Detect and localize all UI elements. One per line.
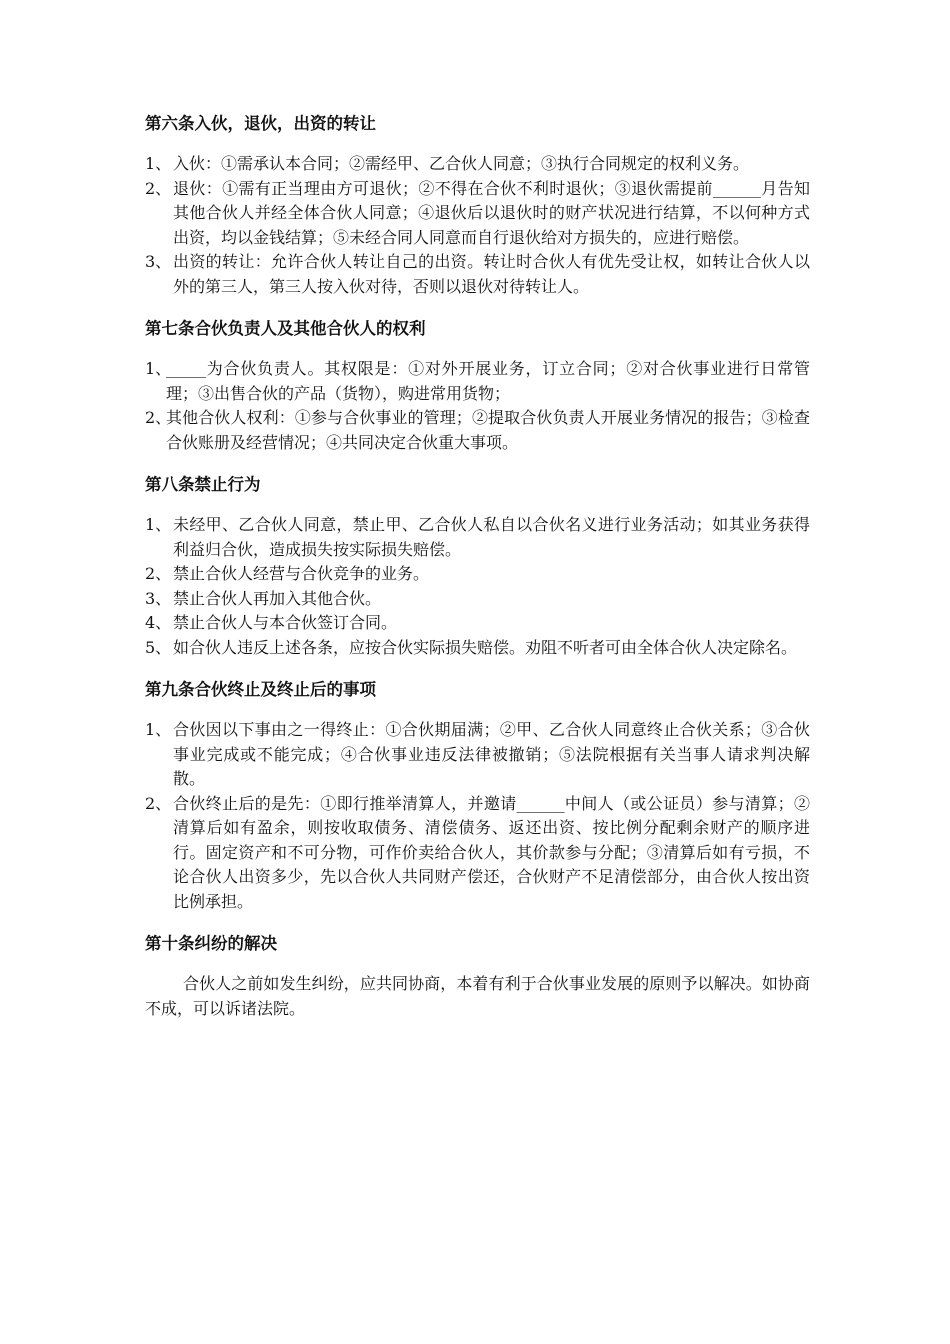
- list-item: 3、 禁止合伙人再加入其他合伙。: [145, 588, 382, 608]
- document-page: [145, 112, 810, 1039]
- section-6-title: 第六条入伙，退伙，出资的转让: [145, 114, 376, 133]
- list-item: 5、 如合伙人违反上述各条，应按合伙实际损失赔偿。劝阻不听者可由全体合伙人决定除名。: [145, 637, 798, 657]
- section-10-title: 第十条纠纷的解决: [145, 934, 277, 953]
- list-item: 1、 合伙因以下事由之一得终止：①合伙期届满；②甲、乙合伙人同意终止合伙关系；③合伙事业完成或不能完成；④合伙事业违反法律被撤销；⑤法院根据有关当事人请求判决解散。: [145, 720, 810, 788]
- list-item: 2、 退伙：①需有正当理由方可退伙；②不得在合伙不利时退伙；③退伙需提前______月告知其他合伙人并经全体合伙人同意；④退伙后以退伙时的财产状况进行结算，不以何种方式出资，均以金钱结算；⑤未经合同人同意而自行退伙给对方损失的，应进行赔偿。: [145, 178, 810, 247]
- section-10: [145, 932, 810, 1021]
- section-6: [145, 112, 810, 299]
- section-9: [145, 678, 810, 914]
- list-item: 2、 其他合伙人权利：①参与合伙事业的管理；②提取合伙负责人开展业务情况的报告；③检查合伙账册及经营情况；④共同决定合伙重大事项。: [145, 408, 810, 452]
- list-item: 4、 禁止合伙人与本合伙签订合同。: [145, 613, 398, 632]
- list-item: 2、 合伙终止后的是先：①即行推举清算人，并邀请______中间人（或公证员）参与清算；②清算后如有盈余，则按收取债务、清偿债务、返还出资、按比例分配剩余财产的顺序进行。固定资产和不可分物，可作价卖给合伙人，其价款参与分配；③清算后如有亏损，不论合伙人出资多少，先以合伙人共同财产偿还，合伙财产不足清偿部分，由合伙人按出资比例承担。: [145, 793, 810, 911]
- section-10-paragraph: 合伙人之前如发生纠纷，应共同协商，本着有利于合伙事业发展的原则予以解决。如协商不成，可以诉诸法院。: [145, 974, 810, 1018]
- section-8-title: 第八条禁止行为: [145, 475, 261, 494]
- list-item: 3、 出资的转让：允许合伙人转让自己的出资。转让时合伙人有优先受让权，如转让合伙人以外的第三人，第三人按入伙对待，否则以退伙对待转让人。: [145, 252, 810, 296]
- section-7: [145, 317, 810, 455]
- section-9-title: 第九条合伙终止及终止后的事项: [145, 680, 376, 699]
- list-item: 2、 禁止合伙人经营与合伙竞争的业务。: [145, 564, 430, 583]
- section-8: [145, 473, 810, 660]
- list-item: 1、 未经甲、乙合伙人同意，禁止甲、乙合伙人私自以合伙名义进行业务活动；如其业务获得利益归合伙，造成损失按实际损失赔偿。: [145, 515, 810, 559]
- section-7-title: 第七条合伙负责人及其他合伙人的权利: [145, 319, 426, 338]
- list-item: 1、 _____为合伙负责人。其权限是：①对外开展业务，订立合同；②对合伙事业进行日常管理；③出售合伙的产品（货物），购进常用货物；: [145, 359, 810, 403]
- list-item: 1、 入伙：①需承认本合同；②需经甲、乙合伙人同意；③执行合同规定的权利义务。: [145, 154, 750, 173]
